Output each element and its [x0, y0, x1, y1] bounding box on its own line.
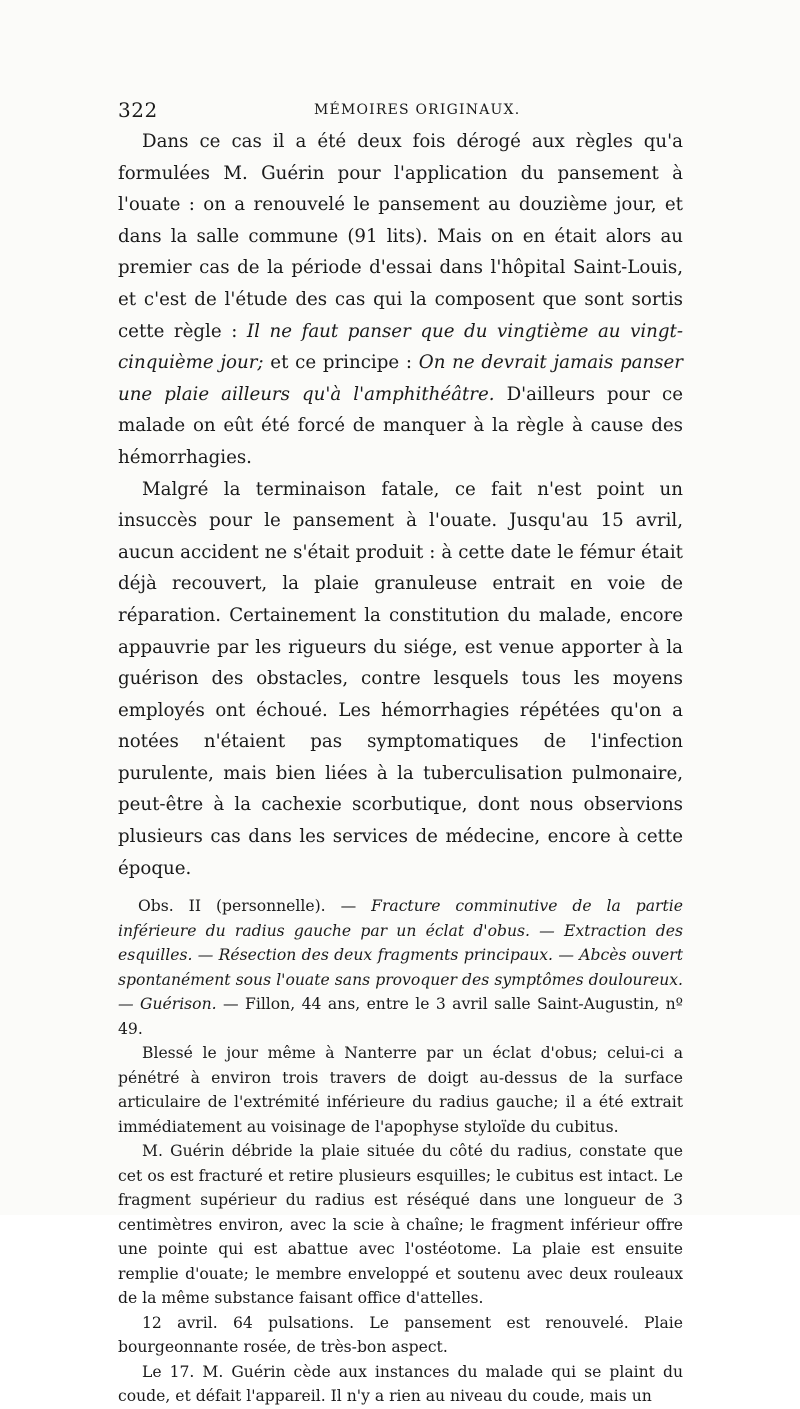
paragraph-4: M. Guérin débride la plaie située du côté du radius, constate que cet os est fracturé et retire plusieurs esquilles; le cubitus est intact. Le fragment supérieur du radius est réséqué dans une longueur de 3 centimètres environ, avec la scie à chaîne; le fragment inférieur offre une pointe qui est abattue avec l'ostéotome. La plaie est ensuite remplie d'ouate; le membre enveloppé et soutenu avec deux rouleaux de la même substance faisant office d'attelles. [118, 1142, 683, 1308]
paragraph-1-rule-2: On ne devrait jamais panser une plaie ailleurs qu'à l'amphithéâtre. [118, 352, 683, 405]
paragraph-1 [118, 126, 683, 474]
paragraph-1-text-c: et ce principe : [263, 352, 419, 374]
observation-title: Fracture comminutive de la partie inférieure du radius gauche par un éclat d'obus. — Extraction des esquilles. — Résection des deux fragments principaux. — Abcès ouvert spontanément sous l'ouate sans provoquer des symptômes douloureux. — Guérison. [118, 897, 683, 1014]
observation-block [118, 894, 683, 1409]
page-header [118, 98, 678, 128]
observation-patient: — Fillon, 44 ans, entre le 3 avril salle Saint-Augustin, nº 49. [118, 995, 683, 1038]
paragraph-5: 12 avril. 64 pulsations. Le pansement est renouvelé. Plaie bourgeonnante rosée, de très-bon aspect. [118, 1313, 683, 1357]
paragraph-2: Malgré la terminaison fatale, ce fait n'est point un insuccès pour le pansement à l'ouate. Jusqu'au 15 avril, aucun accident ne s'était produit : à cette date le fémur était déjà recouvert, la plaie granuleuse entrait en voie de réparation. Certainement la constitution du malade, encore appauvrie par les rigueurs du siége, est venue apporter à la guérison des obstacles, contre lesquels tous les moyens employés ont échoué. Les hémorrhagies répétées qu'on a notées n'étaient pas symptomatiques de l'infection purulente, mais bien liées à la tuberculisation pulmonaire, peut-être à la cachexie scorbutique, dont nous observions plusieurs cas dans les services de médecine, encore à cette époque. [118, 478, 683, 879]
paragraph-6: Le 17. M. Guérin cède aux instances du malade qui se plaint du coude, et défait l'appareil. Il n'y a rien au niveau du coude, mais un [118, 1362, 683, 1406]
paragraph-1-text-a: Dans ce cas il a été deux fois dérogé aux règles qu'a formulées M. Guérin pour l'application du pansement à l'ouate : on a renouvelé le pansement au douzième jour, et dans la salle commune (91 lits). Mais on en était alors au premier cas de la période d'essai dans l'hôpital Saint-Louis, et c'est de l'étude des cas qui la composent que sont sortis cette règle : [118, 131, 683, 342]
paragraph-1-text-e: D'ailleurs pour ce malade on eût été forcé de manquer à la règle à cause des hémorrhagies. [118, 383, 683, 468]
page-number: 322 [118, 98, 158, 122]
observation-heading [118, 894, 683, 1041]
observation-label: Obs. II (personnelle). — [138, 897, 372, 916]
running-title: MÉMOIRES ORIGINAUX. [314, 102, 521, 118]
paragraph-1-rule-1: Il ne faut panser que du vingtième au vingt-cinquième jour; [118, 320, 683, 374]
body-text [118, 126, 683, 1409]
paragraph-3: Blessé le jour même à Nanterre par un éclat d'obus; celui-ci a pénétré à environ trois travers de doigt au-dessus de la surface articulaire de l'extrémité inférieure du radius gauche; il a été extrait immédiatement au voisinage de l'apophyse styloïde du cubitus. [118, 1044, 683, 1136]
